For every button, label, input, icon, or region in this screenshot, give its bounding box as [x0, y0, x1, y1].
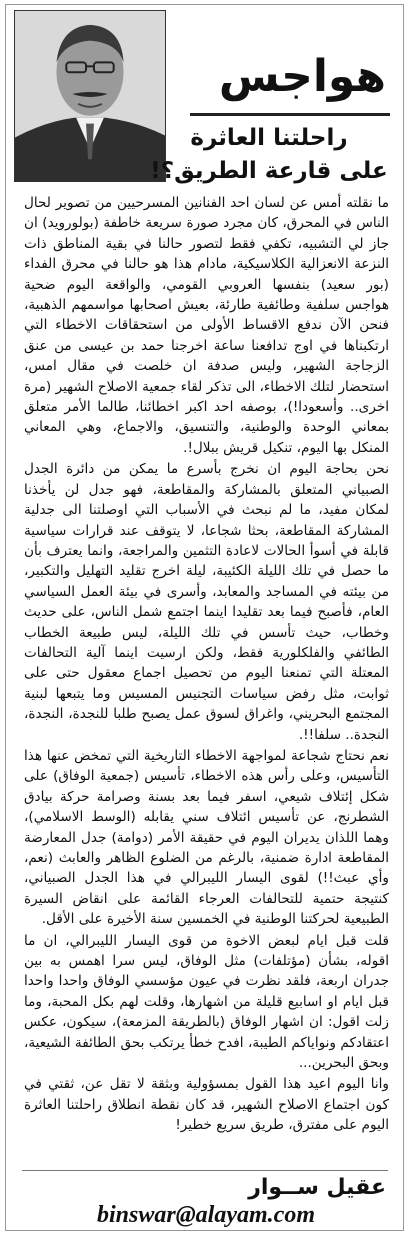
- article-body: [24, 193, 389, 1136]
- author-name: عقيل ســوار: [248, 1175, 386, 1200]
- body-paragraph: وانا اليوم اعيد هذا القول بمسؤولية وبثقة لا تقل عن، ثقتي في كون اجتماع الاصلاح الشهير، قد كان نقطة انطلاق راحلتنا العاثرة اليوم على مفترق، طريق سريع خطير!: [24, 1076, 389, 1134]
- headline-line-2: على قارعة الطريق؟!: [150, 158, 388, 184]
- column-name: هواجس: [218, 51, 386, 102]
- column-underline: [190, 113, 390, 116]
- article-headline: [150, 122, 388, 188]
- body-paragraph: ما نقلته أمس عن لسان احد الفنانين المسرحيين من تصوير لحال الناس في المحرق، كان مجرد صورة سريعة خاطفة (بولوروید) ان جاز لي التشبيه، تكفي فقط لتصور حالنا في بقية المناطق ذات النزعة الانعزالية الكلاسيكية، مادام هذا هو حالنا في محرق الفداء (بور سعيد) بنفسها العروبي القومي، والواقعة اليوم ضحية هواجس سلفية وطائفية طارئة، بعيش اصحابها مواسمهم الذهبية، فنحن الآن ندفع الاقساط الأولى من استحقاقات الاخطاء التي ارتكبناها في اوج تدافعنا ساعة اخرجنا حمد بن عيسى من عنق الزجاجة الشهير، وليس صدفة ان خلصت في مقال امس، استحضار لتلك الاخطاء، الى تذكر لقاء جمعية الاصلاح الشهير (مرة اخرى.. وأسعودا!)، بوصفه احد اكبر اخطائنا، طالما الأمر متعلق بمعاني الوحدة والوطنية، والتنسيق، والاجماع، وهي المعاني المنكل بها اليوم، تنكيل قريش ببلال!.: [24, 195, 389, 456]
- body-paragraph: نحن بحاجة اليوم ان نخرج بأسرع ما يمكن من دائرة الجدل الصبياني المتعلق بالمشاركة والمقاطعة، فهو جدل لن يأخذنا لمكان مفيد، ما لم نبحث في الأسباب التي اوصلتنا الى جدلية المشاركة المقاطعة، بحثا شجاعا، لا يتوقف عند قرارات سياسية قابلة في أسوأ الحالات لاعادة التثمين والمراجعة، وانما يعترف بأن ما حصل في تلك الليلة الكئيبة، ليلة اخرج تقليد التهليل والتكبير، من بيئته في المساجد والمعابد، وأسرى في بيئة العمل السياسي العام، فأصبح فيما بعد تقليدا اينما اجتمع شمل الناس، على حديث وخطاب، حيث تأسس في تلك الليلة، ليس طبيعة الخطاب الطائفي والفلكلورية فقط، ولكن ارسيت اينما آلية التحالفات المعتلة التي تمنعنا اليوم من تحصيل اجماع معقول حتى على ثوابت، مثل رفض سياسات التجنيس المسيس وما يتبعها لبنية المجتمع البحريني، واغراق لسوق عمل يصبح طلبا للنجدة، النجدة، النجدة.. سلفا!!.: [24, 461, 389, 743]
- body-paragraph: قلت قبل ايام لبعض الاخوة من قوى اليسار الليبرالي، ان ما اقوله، بشأن (مؤتلفات) مثل الوفاق، ليس سرا اهمس به بين جدران اربعة، فلقد نظرت في عيون مؤسسي الوفاق واحدا واحدا قبل ايام او اسابيع قليلة من اشهارها، وقلت لهم بكل المحبة، وما زلت اقول: ان اشهار الوفاق (بالطريقة المزمعة)، سيكون، عكس اعتقادكم ونواياكم الطيبة، افدح خطأ يرتكب بحق الطائفة الشيعية، وبحق البحرين...: [24, 932, 389, 1072]
- signature-divider: [22, 1170, 388, 1171]
- author-email: binswar@alayam.com: [97, 1202, 315, 1228]
- body-paragraph: نعم نحتاج شجاعة لمواجهة الاخطاء التاريخية التي تمخض عنها هذا التأسيس، وعلى رأس هذه الاخطاء، تأسيس (جمعية الوفاق) على شكل إئتلاف شيعي، اسفر فيما بعد بسنة وصرامة حركة بيادق الشطرنج، عن تأسيس ائتلاف سني يقابله (الوسط الاسلامي)، وهما اللذان يديران اليوم في حقيقة الأمر (دوامة) جدل المعارضة المقاطعة ادارة ضمنية، بالرغم من الضلوع الظاهر والعابث (نعم، وأي عبث!!) لقوى اليسار الليبرالي في هذا الجدل الصبياني، كنتيجة حتمية للتحالفات العرجاء القائمة على انقاض السيرة الطبيعية لحركتنا الوطنية في الخمسين سنة الأخيرة على الأقل.: [24, 747, 389, 928]
- author-portrait-icon: [15, 11, 165, 181]
- author-photo: [14, 10, 166, 182]
- headline-line-1: راحلتنا العاثرة: [190, 125, 348, 151]
